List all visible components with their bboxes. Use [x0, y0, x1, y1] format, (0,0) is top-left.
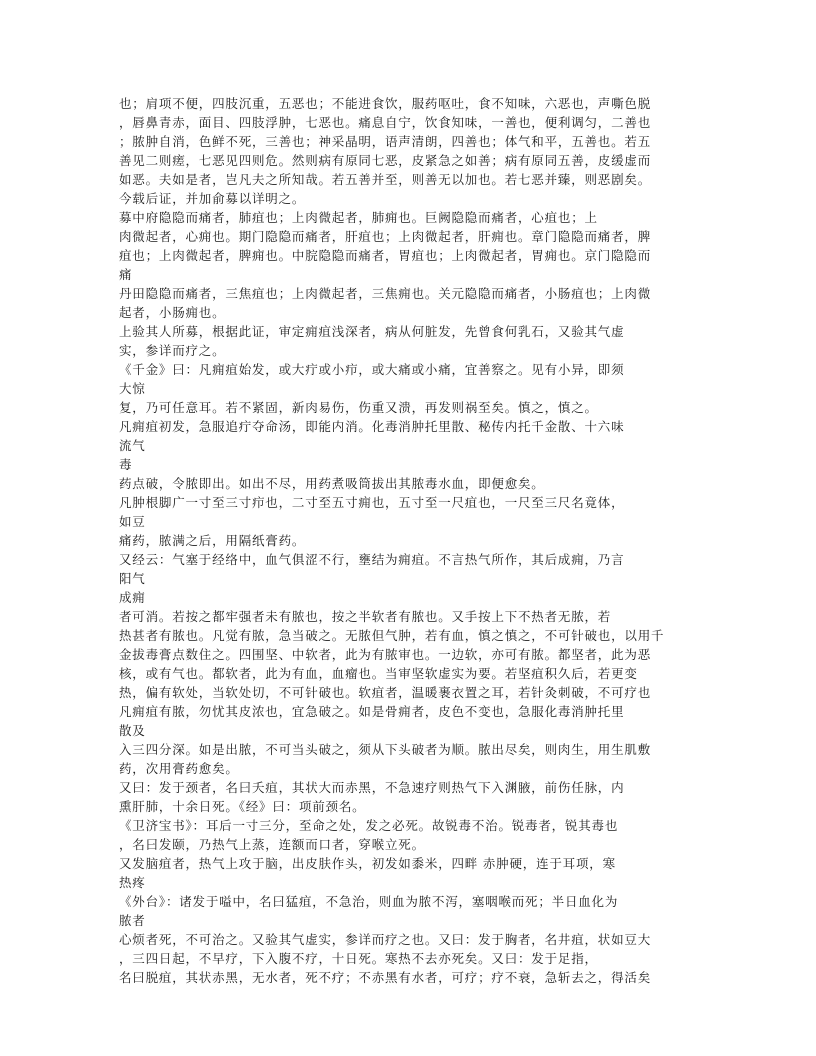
text-line: ；脓肿自消，色鲜不死，三善也；神采晶明，语声清朗，四善也；体气和平，五善也。若五: [119, 134, 652, 149]
text-line: 疽也；上肉微起者，脾痈也。中脘隐隐而痛者，胃疽也；上肉微起者，胃痈也。京门隐隐而: [119, 248, 652, 263]
text-line: 起者，小肠痈也。: [119, 305, 226, 320]
text-line: 《卫济宝书》：耳后一寸三分，至命之处，发之必死。故锐毒不治。锐毒者，锐其毒也: [119, 818, 619, 833]
text-line: ，唇鼻青赤，面目、四肢浮肿，七恶也。痛息自宁，饮食知味，一善也，便利调匀，二善也: [119, 115, 652, 130]
text-line: 丹田隐隐而痛者，三焦疽也；上肉微起者，三焦痈也。关元隐隐而痛者，小肠疽也；上肉微: [119, 286, 652, 301]
text-line: 阳气: [119, 571, 146, 586]
text-line: 大惊: [119, 381, 146, 396]
text-line: 入三四分深。如是出脓，不可当头破之，须从下头破者为顺。脓出尽矣，则肉生，用生肌敷: [119, 742, 652, 757]
text-line: 实，参详而疗之。: [119, 343, 226, 358]
text-line: 散及: [119, 723, 146, 738]
text-line: 如豆: [119, 514, 146, 529]
text-line: 也；肩项不便，四肢沉重，五恶也；不能进食饮，服药呕吐，食不知味，六恶也，声嘶色脱: [119, 96, 652, 111]
text-line: 复，乃可任意耳。若不紧固，新肉易伤，伤重又溃，再发则祸至矣。慎之，慎之。: [119, 400, 598, 415]
text-line: 心烦者死，不可治之。又验其气虚实，参详而疗之也。又曰：发于胸者，名井疽，状如豆大: [119, 932, 652, 947]
text-line: 核，或有气也。都软者，此为有血，血瘤也。当审坚软虚实为要。若坚疽积久后，若更变: [119, 666, 638, 681]
text-line: 痛: [119, 267, 133, 282]
text-line: 又经云：气塞于经络中，血气俱涩不行，壅结为痈疽。不言热气所作，其后成痈，乃言: [119, 552, 625, 567]
text-line: 热，偏有软处，当软处切，不可针破也。软疽者，温暖裹衣置之耳，若针灸刺破，不可疗也: [119, 685, 652, 700]
text-line: 募中府隐隐而痛者，肺疽也；上肉微起者，肺痈也。巨阙隐隐而痛者，心疽也；上: [119, 210, 598, 225]
text-line: 脓者: [119, 913, 146, 928]
text-line: 名曰脱疽，其状赤黑，无水者，死不疗；不赤黑有水者，可疗；疗不衰，急斩去之，得活矣: [119, 970, 652, 985]
text-line: 流气: [119, 438, 146, 453]
text-line: 药，次用膏药愈矣。: [119, 761, 239, 776]
text-line: 熏肝肺，十余日死。《经》曰：项前颈名。: [119, 799, 366, 814]
text-line: 今载后证，并加俞募以详明之。: [119, 191, 306, 206]
text-line: 善见二则瘥，七恶见四则危。然则病有原同七恶，皮紧急之如善；病有原同五善，皮缓虚而: [119, 153, 652, 168]
text-line: 如恶。夫如是者，岂凡夫之所知哉。若五善并至，则善无以加也。若七恶并臻，则恶剧矣。: [119, 172, 652, 187]
text-line: ，名曰发颐，乃热气上蒸，连额而口者，穿喉立死。: [119, 837, 425, 852]
text-line: 《千金》曰：凡痈疽始发，或大疔或小疖，或大痛或小痛，宜善察之。见有小异，即须: [119, 362, 625, 377]
text-line: 金拔毒膏点数住之。四围坚、中软者，此为有脓审也。一边软，亦可有脓。都坚者，此为恶: [119, 647, 652, 662]
text-line: 热甚者有脓也。凡觉有脓，急当破之。无脓但气肿，若有血，慎之慎之，不可针破也，以用千: [119, 628, 665, 643]
text-line: 凡痈疽初发，急服追疔夺命汤，即能内消。化毒消肿托里散、秘传内托千金散、十六味: [119, 419, 625, 434]
text-line: ，三四日起，不早疗，下入腹不疗，十日死。寒热不去亦死矣。又曰：发于足指，: [119, 951, 598, 966]
text-line: 痛药，脓满之后，用隔纸膏药。: [119, 533, 306, 548]
text-line: 又发脑疽者，热气上攻于脑，出皮肤作头，初发如黍米，四畔 赤肿硬，连于耳项，寒: [119, 856, 616, 871]
text-line: 凡痈疽有脓，勿忧其皮浓也，宜急破之。如是骨痈者，皮色不变也，急服化毒消肿托里: [119, 704, 625, 719]
text-line: 肉微起者，心痈也。期门隐隐而痛者，肝疽也；上肉微起者，肝痈也。章门隐隐而痛者，脾: [119, 229, 652, 244]
text-line: 者可消。若按之都牢强者未有脓也，按之半软者有脓也。又手按上下不热者无脓，若: [119, 609, 612, 624]
text-line: 成痈: [119, 590, 146, 605]
text-line: 毒: [119, 457, 133, 472]
text-line: 上验其人所募，根据此证，审定痈疽浅深者，病从何脏发，先曾食何乳石，又验其气虚: [119, 324, 625, 339]
document-body: [119, 94, 759, 987]
text-line: 又曰：发于颈者，名曰夭疽，其状大而赤黑，不急速疗则热气下入渊腋，前伤任脉，内: [119, 780, 625, 795]
text-line: 药点破，令脓即出。如出不尽，用药煮吸筒拔出其脓毒水血，即便愈矣。: [119, 476, 545, 491]
text-line: 凡肿根脚广一寸至三寸疖也，二寸至五寸痈也，五寸至一尺疽也，一尺至三尺名竟体，: [119, 495, 625, 510]
text-line: 《外台》：诸发于嗌中，名曰猛疽，不急治，则血为脓不泻，塞咽喉而死；半日血化为: [119, 894, 619, 909]
text-line: 热疼: [119, 875, 146, 890]
